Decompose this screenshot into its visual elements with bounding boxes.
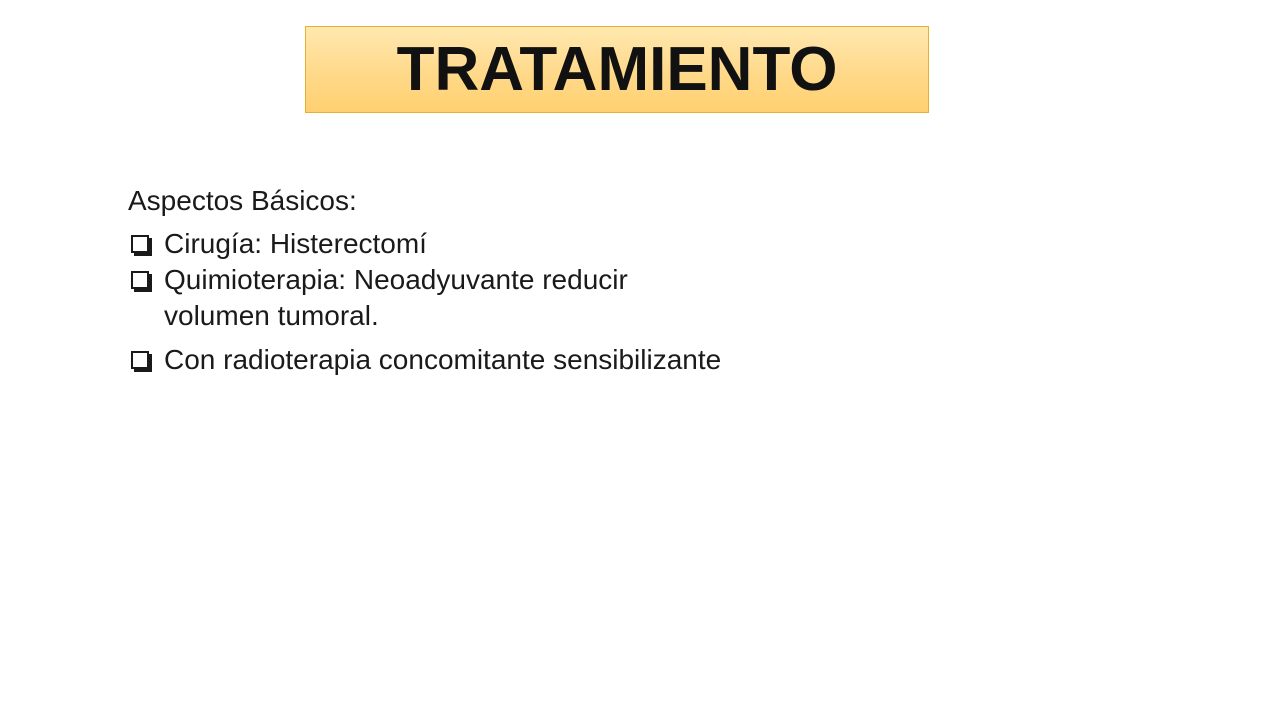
checkbox-square-icon <box>131 351 149 369</box>
intro-text: Aspectos Básicos: <box>128 185 357 216</box>
list-item <box>128 262 728 334</box>
checkbox-square-icon <box>131 235 149 253</box>
list-item <box>128 226 728 262</box>
title-banner <box>305 26 929 113</box>
list-item-text: Cirugía: Histerectomí <box>164 228 427 259</box>
slide-content <box>128 183 728 378</box>
checkbox-square-icon <box>131 271 149 289</box>
slide-title: TRATAMIENTO <box>396 34 838 104</box>
list-item <box>128 342 728 378</box>
list-item-text: Con radioterapia concomitante sensibilizante <box>164 344 722 375</box>
list-item-text: Quimioterapia: Neoadyuvante reducir volumen tumoral. <box>164 264 628 331</box>
